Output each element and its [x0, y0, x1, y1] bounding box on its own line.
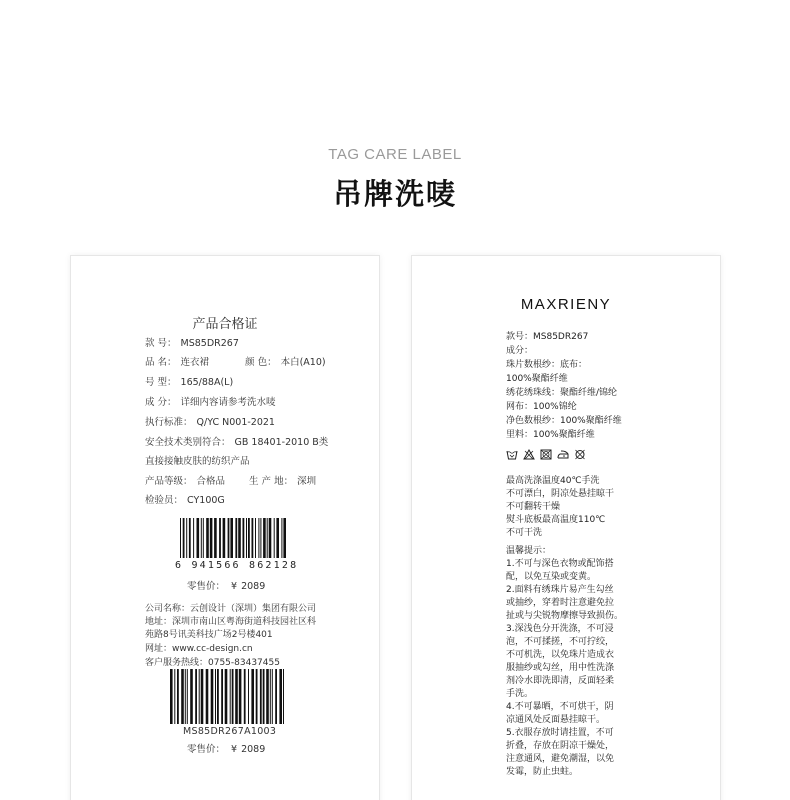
- tip-line: 配，以免互染或变黄。: [506, 572, 597, 582]
- tip-line: 发霉，防止虫蛀。: [506, 767, 579, 777]
- tip-line: 3.深浅色分开洗涤，不可浸: [506, 624, 614, 634]
- no-dry-clean-icon: [574, 449, 586, 460]
- tip-line: 服抽纱或勾丝，用中性洗涤: [506, 663, 615, 673]
- header-en: TAG CARE LABEL: [328, 146, 462, 163]
- care-instruction: 不可干洗: [506, 528, 543, 538]
- tip-line: 扯或与尖锐物摩擦导致损伤。: [506, 611, 624, 621]
- tip-line: 泡，不可揉搓，不可拧绞，: [506, 637, 615, 647]
- company-hotline: 客户服务热线：0755-83437455: [145, 658, 280, 668]
- care-composition-line: 100%聚酯纤维: [506, 374, 568, 384]
- tip-line: 手洗。: [506, 689, 534, 699]
- field-name-color: 品 名： 连衣裙 颜 色： 本白(A10): [145, 357, 326, 368]
- company-website: 网址：www.cc-design.cn: [145, 644, 253, 654]
- hang-tag: [70, 255, 380, 800]
- brand-logo: MAXRIENY: [520, 296, 612, 313]
- field-safety-desc: 直接接触皮肤的纺织产品: [145, 456, 250, 467]
- barcode-sku-number: MS85DR267A1003: [183, 726, 277, 737]
- field-composition: 成 分： 详细内容请参考洗水唛: [145, 397, 276, 408]
- care-instruction: 熨斗底板最高温度110℃: [506, 515, 606, 525]
- care-instruction: 不可翻转干燥: [506, 502, 561, 512]
- field-safety: 安全技术类别符合： GB 18401-2010 B类: [145, 437, 329, 448]
- care-composition-line: 绣花绣珠线：聚酯纤维/锦纶: [506, 388, 618, 398]
- tip-line: 或抽纱，穿着时注意避免拉: [506, 598, 615, 608]
- field-grade-origin: 产品等级： 合格品 生 产 地： 深圳: [145, 476, 317, 487]
- barcode-sku: [169, 669, 287, 724]
- tip-line: 凉通风处反面悬挂晾干。: [506, 715, 606, 725]
- barcode-ean-number: 6 941566 862128: [175, 560, 299, 571]
- care-composition-line: 网布：100%锦纶: [506, 402, 577, 412]
- retail-price: 零售价： ¥ 2089: [187, 581, 266, 592]
- tips-title: 温馨提示：: [506, 546, 552, 556]
- field-style-no: 款 号： MS85DR267: [145, 338, 239, 349]
- barcode-ean: [179, 518, 287, 558]
- no-bleach-icon: [523, 449, 535, 460]
- field-standard: 执行标准： Q/YC N001-2021: [145, 417, 275, 428]
- company-address-2: 苑路8号讯美科技广场2号楼401: [145, 630, 273, 640]
- care-composition-line: 里料：100%聚酯纤维: [506, 430, 595, 440]
- page-title: 吊牌洗唛: [332, 177, 457, 211]
- tip-line: 注意通风，避免潮湿，以免: [506, 754, 615, 764]
- tip-line: 1.不可与深色衣物或配饰搭: [506, 559, 614, 569]
- care-instruction: 不可漂白，阴凉处悬挂晾干: [506, 489, 615, 499]
- tips-list: [506, 558, 636, 779]
- no-tumble-dry-icon: [540, 449, 552, 460]
- company-address: 地址：深圳市南山区粤海街道科技园社区科: [145, 617, 317, 627]
- care-composition-label: 成分：: [506, 346, 534, 356]
- field-inspector: 检验员： CY100G: [145, 495, 225, 506]
- tip-line: 5.衣服存放时请挂置，不可: [506, 728, 614, 738]
- care-composition-line: 净色数根纱：100%聚酯纤维: [506, 416, 622, 426]
- care-composition-line: 珠片数根纱：底布：: [506, 360, 588, 370]
- company-name: 公司名称：云创设计（深圳）集团有限公司: [145, 604, 317, 614]
- tip-line: 折叠，存放在阴凉干燥处，: [506, 741, 615, 751]
- tip-line: 不可机洗，以免珠片造成衣: [506, 650, 615, 660]
- care-label: [411, 255, 721, 800]
- iron-110-icon: [557, 449, 569, 460]
- wash-40-icon: [506, 449, 518, 460]
- field-size: 号 型： 165/88A(L): [145, 377, 234, 388]
- tip-line: 4.不可暴晒，不可烘干，阴: [506, 702, 614, 712]
- care-instruction: 最高洗涤温度40℃手洗: [506, 476, 600, 486]
- tag-title: 产品合格证: [192, 317, 258, 332]
- retail-price-2: 零售价： ¥ 2089: [187, 744, 266, 755]
- tip-line: 2.面料有绣珠片易产生勾丝: [506, 585, 614, 595]
- care-symbols: [506, 449, 586, 460]
- tip-line: 剂冷水即洗即清，反面轻柔: [506, 676, 615, 686]
- care-style-no: 款号：MS85DR267: [506, 332, 589, 342]
